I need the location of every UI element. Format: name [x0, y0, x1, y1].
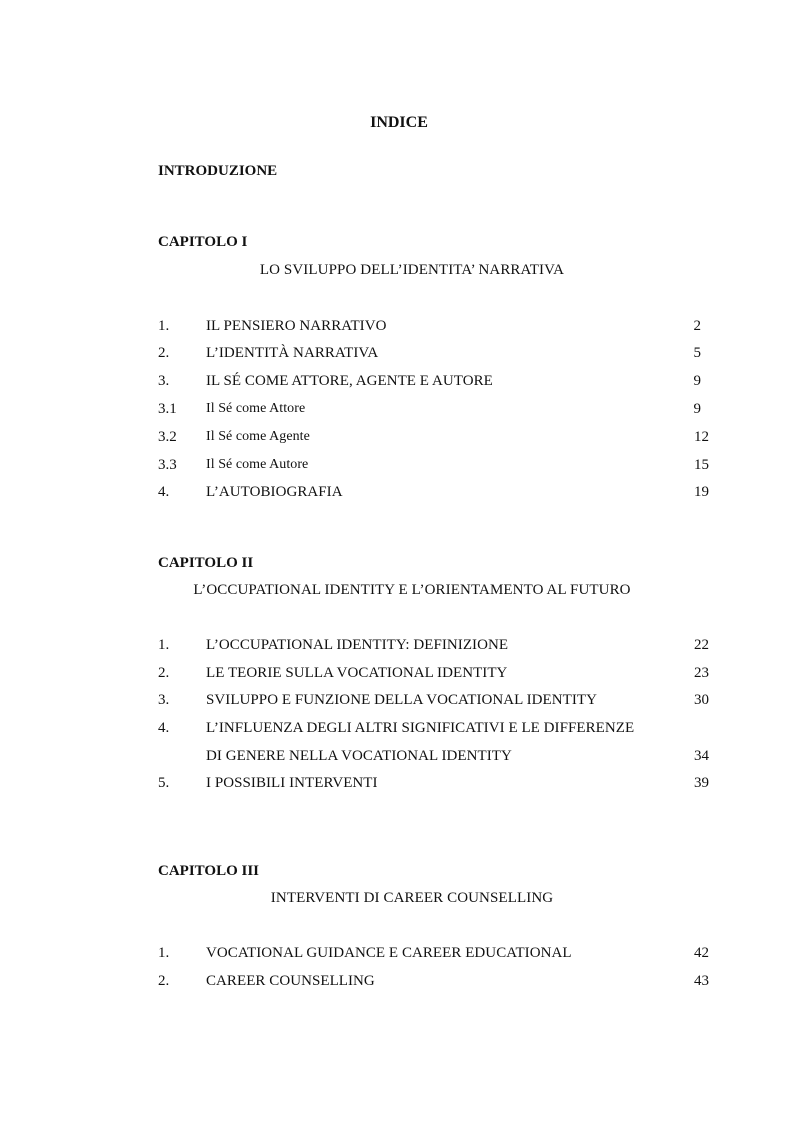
toc-page-number: 9	[693, 373, 701, 389]
toc-num: 4.	[158, 720, 170, 736]
toc-num: 4.	[158, 484, 170, 500]
toc-entry-text: Il Sé come Attore	[206, 401, 306, 416]
toc-num: 1.	[158, 945, 170, 961]
toc-num: 1.	[158, 637, 170, 653]
toc-page-number: 15	[694, 457, 709, 473]
toc-num: 3.2	[158, 429, 177, 445]
toc-page-number: 43	[694, 973, 709, 989]
chapter-3-title: INTERVENTI DI CAREER COUNSELLING	[270, 890, 554, 906]
page-title: INDICE	[370, 114, 428, 131]
toc-page-number: 23	[694, 665, 709, 681]
toc-page-number: 19	[694, 484, 709, 500]
toc-num: 2.	[158, 665, 170, 681]
chapter-1-title: LO SVILUPPO DELL’IDENTITA’ NARRATIVA	[259, 262, 565, 278]
toc-num: 5.	[158, 775, 170, 791]
toc-num: 3.	[158, 692, 170, 708]
toc-entry-text: L’INFLUENZA DEGLI ALTRI SIGNIFICATIVI E LE DIFFERENZE	[206, 720, 635, 736]
toc-entry-text: L’AUTOBIOGRAFIA	[206, 484, 343, 500]
toc-entry-text: DI GENERE NELLA VOCATIONAL IDENTITY	[206, 748, 512, 764]
chapter-1-label: CAPITOLO I	[158, 234, 248, 250]
toc-page-number: 9	[693, 401, 701, 417]
toc-num: 2.	[158, 345, 170, 361]
toc-page-number: 30	[694, 692, 709, 708]
toc-entry-text: L’IDENTITÀ NARRATIVA	[206, 345, 379, 361]
toc-page-number: 42	[694, 945, 709, 961]
toc-entry-text: SVILUPPO E FUNZIONE DELLA VOCATIONAL IDENTITY	[206, 692, 597, 708]
introduction-heading: INTRODUZIONE	[158, 163, 278, 179]
toc-page-number: 22	[694, 637, 709, 653]
toc-num: 3.3	[158, 457, 177, 473]
toc-num: 3.1	[158, 401, 177, 417]
toc-entry-text: IL SÉ COME ATTORE, AGENTE E AUTORE	[206, 373, 493, 389]
toc-page-number: 12	[694, 429, 709, 445]
toc-entry-text: Il Sé come Agente	[206, 429, 310, 444]
toc-page-number: 2	[693, 318, 701, 334]
toc-page-number: 34	[694, 748, 709, 764]
toc-page-number: 39	[694, 775, 709, 791]
chapter-3-label: CAPITOLO III	[158, 863, 260, 879]
toc-num: 1.	[158, 318, 170, 334]
toc-entry-text: Il Sé come Autore	[206, 457, 309, 472]
toc-entry-text: CAREER COUNSELLING	[206, 973, 375, 989]
toc-entry-text: VOCATIONAL GUIDANCE E CAREER EDUCATIONAL	[206, 945, 572, 961]
toc-entry-text: L’OCCUPATIONAL IDENTITY: DEFINIZIONE	[206, 637, 509, 653]
toc-num: 3.	[158, 373, 170, 389]
toc-entry-text: LE TEORIE SULLA VOCATIONAL IDENTITY	[206, 665, 508, 681]
toc-entry-text: IL PENSIERO NARRATIVO	[206, 318, 387, 334]
toc-page-number: 5	[693, 345, 701, 361]
chapter-2-title: L’OCCUPATIONAL IDENTITY E L’ORIENTAMENTO AL FUTURO	[193, 582, 631, 598]
toc-num: 2.	[158, 973, 170, 989]
toc-entry-text: I POSSIBILI INTERVENTI	[206, 775, 378, 791]
chapter-2-label: CAPITOLO II	[158, 555, 254, 571]
